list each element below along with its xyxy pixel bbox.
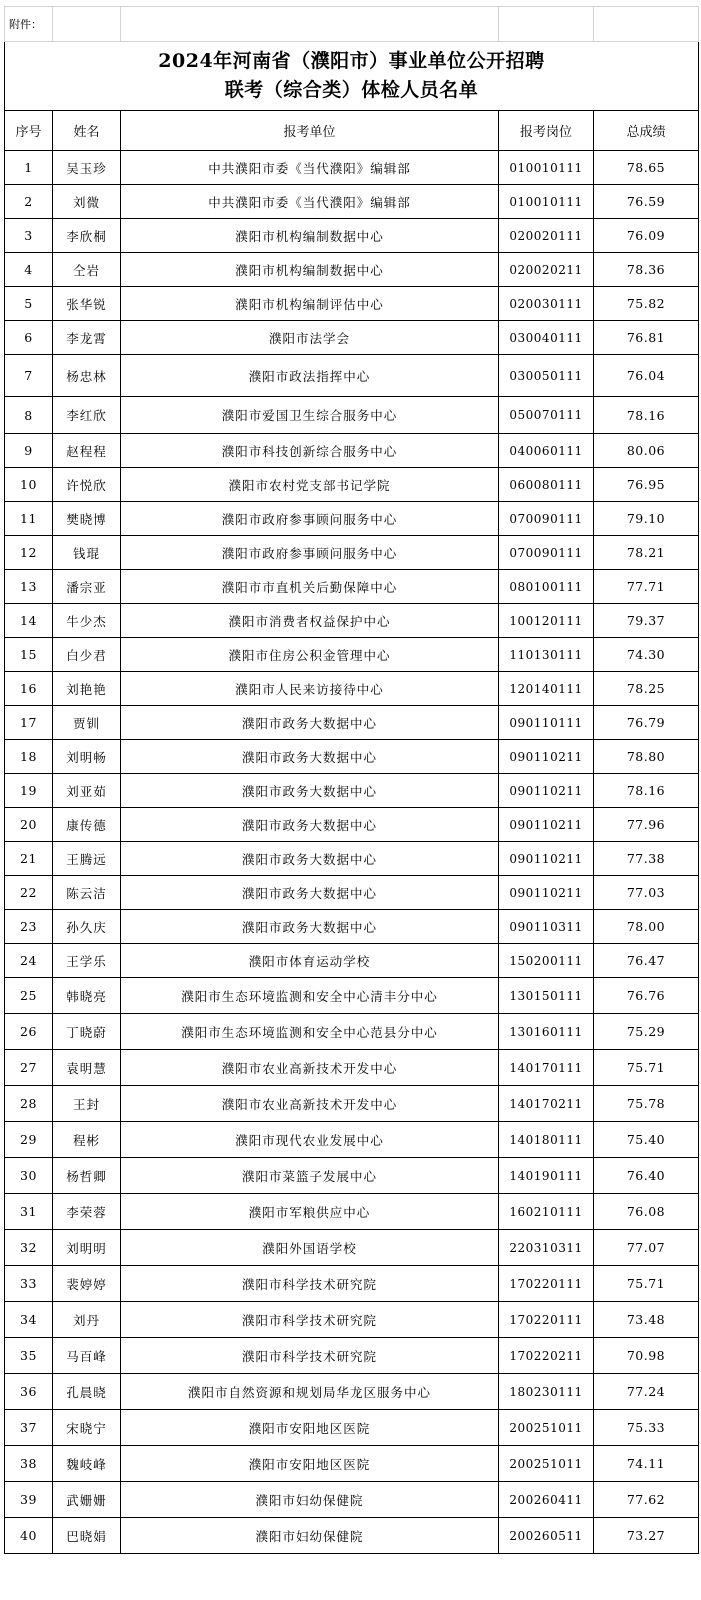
- cell-name[interactable]: 樊晓博: [53, 502, 121, 536]
- cell-score[interactable]: 73.48: [594, 1302, 699, 1338]
- cell-score[interactable]: 78.21: [594, 536, 699, 570]
- cell-post[interactable]: 140180111: [499, 1122, 594, 1158]
- cell-post[interactable]: 090110211: [499, 876, 594, 910]
- cell-no[interactable]: 32: [5, 1230, 53, 1266]
- cell-score[interactable]: 79.10: [594, 502, 699, 536]
- cell-score[interactable]: 78.16: [594, 774, 699, 808]
- table-row: [5, 1158, 699, 1194]
- cell-unit[interactable]: 濮阳市安阳地区医院: [121, 1410, 499, 1446]
- table-row: [5, 1446, 699, 1482]
- cell-unit[interactable]: 濮阳市政法指挥中心: [121, 355, 499, 397]
- table-row: [5, 1302, 699, 1338]
- cell-score[interactable]: 76.09: [594, 219, 699, 253]
- table-row: [5, 740, 699, 774]
- cell-score[interactable]: 75.82: [594, 287, 699, 321]
- column-header-score[interactable]: 总成绩: [594, 111, 699, 151]
- cell-post[interactable]: 010010111: [499, 185, 594, 219]
- cell-name[interactable]: 潘宗亚: [53, 570, 121, 604]
- cell-no[interactable]: 17: [5, 706, 53, 740]
- cell-post[interactable]: 140170111: [499, 1050, 594, 1086]
- column-header-post[interactable]: 报考岗位: [499, 111, 594, 151]
- cell-name[interactable]: 李龙霄: [53, 321, 121, 355]
- table-row: [5, 1482, 699, 1518]
- cell-name[interactable]: 魏岐峰: [53, 1446, 121, 1482]
- cell-unit[interactable]: 濮阳市爱国卫生综合服务中心: [121, 397, 499, 434]
- title-line-2: 联考（综合类）体检人员名单: [224, 79, 479, 101]
- cell-post[interactable]: 120140111: [499, 672, 594, 706]
- cell-score[interactable]: 76.81: [594, 321, 699, 355]
- cell-no[interactable]: 20: [5, 808, 53, 842]
- empty-cell[interactable]: [594, 7, 699, 42]
- cell-score[interactable]: 76.79: [594, 706, 699, 740]
- cell-post[interactable]: 020030111: [499, 287, 594, 321]
- cell-unit[interactable]: 濮阳市农村党支部书记学院: [121, 468, 499, 502]
- cell-post[interactable]: 170220111: [499, 1266, 594, 1302]
- cell-score[interactable]: 77.71: [594, 570, 699, 604]
- cell-score[interactable]: 75.29: [594, 1014, 699, 1050]
- cell-score[interactable]: 75.40: [594, 1122, 699, 1158]
- table-row: [5, 151, 699, 185]
- cell-name[interactable]: 刘明明: [53, 1230, 121, 1266]
- table-row: [5, 1266, 699, 1302]
- cell-name[interactable]: 赵程程: [53, 434, 121, 468]
- cell-no[interactable]: 39: [5, 1482, 53, 1518]
- table-row: [5, 604, 699, 638]
- table-row: [5, 434, 699, 468]
- cell-score[interactable]: 77.38: [594, 842, 699, 876]
- cell-score[interactable]: 78.80: [594, 740, 699, 774]
- table-row: [5, 1374, 699, 1410]
- column-header-name[interactable]: 姓名: [53, 111, 121, 151]
- cell-name[interactable]: 孔晨晓: [53, 1374, 121, 1410]
- cell-unit[interactable]: 濮阳市农业高新技术开发中心: [121, 1050, 499, 1086]
- cell-post[interactable]: 180230111: [499, 1374, 594, 1410]
- cell-score[interactable]: 70.98: [594, 1338, 699, 1374]
- cell-post[interactable]: 090110211: [499, 740, 594, 774]
- cell-score[interactable]: 75.71: [594, 1050, 699, 1086]
- cell-post[interactable]: 080100111: [499, 570, 594, 604]
- column-header-unit[interactable]: 报考单位: [121, 111, 499, 151]
- cell-score[interactable]: 76.47: [594, 944, 699, 978]
- cell-unit[interactable]: 濮阳市政务大数据中心: [121, 842, 499, 876]
- cell-name[interactable]: 王封: [53, 1086, 121, 1122]
- cell-no[interactable]: 24: [5, 944, 53, 978]
- cell-unit[interactable]: 濮阳市政务大数据中心: [121, 808, 499, 842]
- cell-name[interactable]: 刘丹: [53, 1302, 121, 1338]
- page-title: [5, 42, 699, 111]
- cell-no[interactable]: 34: [5, 1302, 53, 1338]
- cell-score[interactable]: 75.33: [594, 1410, 699, 1446]
- cell-post[interactable]: 170220211: [499, 1338, 594, 1374]
- cell-score[interactable]: 76.95: [594, 468, 699, 502]
- cell-score[interactable]: 78.25: [594, 672, 699, 706]
- cell-post[interactable]: 150200111: [499, 944, 594, 978]
- cell-no[interactable]: 29: [5, 1122, 53, 1158]
- table-row: [5, 1230, 699, 1266]
- cell-no[interactable]: 11: [5, 502, 53, 536]
- cell-score[interactable]: 76.59: [594, 185, 699, 219]
- cell-name[interactable]: 吴玉珍: [53, 151, 121, 185]
- cell-post[interactable]: 170220111: [499, 1302, 594, 1338]
- cell-no[interactable]: 2: [5, 185, 53, 219]
- cell-no[interactable]: 27: [5, 1050, 53, 1086]
- attachment-row: [5, 7, 699, 42]
- cell-name[interactable]: 仝岩: [53, 253, 121, 287]
- cell-name[interactable]: 刘明畅: [53, 740, 121, 774]
- cell-unit[interactable]: 濮阳市消费者权益保护中心: [121, 604, 499, 638]
- table-row: [5, 355, 699, 397]
- cell-name[interactable]: 裴婷婷: [53, 1266, 121, 1302]
- cell-name[interactable]: 牛少杰: [53, 604, 121, 638]
- cell-no[interactable]: 9: [5, 434, 53, 468]
- cell-unit[interactable]: 濮阳市妇幼保健院: [121, 1482, 499, 1518]
- cell-post[interactable]: 030050111: [499, 355, 594, 397]
- cell-name[interactable]: 程彬: [53, 1122, 121, 1158]
- cell-unit[interactable]: 濮阳市政府参事顾问服务中心: [121, 502, 499, 536]
- cell-post[interactable]: 130150111: [499, 978, 594, 1014]
- cell-name[interactable]: 王学乐: [53, 944, 121, 978]
- empty-cell[interactable]: [53, 7, 121, 42]
- cell-no[interactable]: 31: [5, 1194, 53, 1230]
- cell-name[interactable]: 马百峰: [53, 1338, 121, 1374]
- cell-no[interactable]: 33: [5, 1266, 53, 1302]
- cell-post[interactable]: 130160111: [499, 1014, 594, 1050]
- table-row: [5, 536, 699, 570]
- table-row: [5, 397, 699, 434]
- cell-name[interactable]: 白少君: [53, 638, 121, 672]
- table-row: [5, 253, 699, 287]
- cell-no[interactable]: 13: [5, 570, 53, 604]
- cell-unit[interactable]: 濮阳市住房公积金管理中心: [121, 638, 499, 672]
- cell-unit[interactable]: 濮阳市机构编制数据中心: [121, 253, 499, 287]
- cell-no[interactable]: 22: [5, 876, 53, 910]
- cell-no[interactable]: 7: [5, 355, 53, 397]
- cell-post[interactable]: 040060111: [499, 434, 594, 468]
- cell-unit[interactable]: 濮阳市体育运动学校: [121, 944, 499, 978]
- cell-no[interactable]: 3: [5, 219, 53, 253]
- cell-score[interactable]: 78.16: [594, 397, 699, 434]
- cell-post[interactable]: 010010111: [499, 151, 594, 185]
- cell-name[interactable]: 刘艳艳: [53, 672, 121, 706]
- table-row: [5, 638, 699, 672]
- cell-no[interactable]: 12: [5, 536, 53, 570]
- cell-post[interactable]: 220310311: [499, 1230, 594, 1266]
- table-row: [5, 876, 699, 910]
- cell-unit[interactable]: 濮阳市妇幼保健院: [121, 1518, 499, 1554]
- cell-unit[interactable]: 濮阳市科技创新综合服务中心: [121, 434, 499, 468]
- cell-post[interactable]: 200260411: [499, 1482, 594, 1518]
- candidate-table: [4, 6, 699, 1554]
- cell-score[interactable]: 75.71: [594, 1266, 699, 1302]
- cell-post[interactable]: 140190111: [499, 1158, 594, 1194]
- cell-name[interactable]: 钱琨: [53, 536, 121, 570]
- cell-unit[interactable]: 濮阳市军粮供应中心: [121, 1194, 499, 1230]
- cell-name[interactable]: 张华锐: [53, 287, 121, 321]
- cell-no[interactable]: 30: [5, 1158, 53, 1194]
- cell-name[interactable]: 李荣蓉: [53, 1194, 121, 1230]
- title-row: [5, 42, 699, 111]
- cell-unit[interactable]: 濮阳市法学会: [121, 321, 499, 355]
- table-row: [5, 910, 699, 944]
- table-row: [5, 1410, 699, 1446]
- cell-score[interactable]: 76.40: [594, 1158, 699, 1194]
- cell-score[interactable]: 77.07: [594, 1230, 699, 1266]
- cell-unit[interactable]: 濮阳市科学技术研究院: [121, 1338, 499, 1374]
- cell-unit[interactable]: 濮阳外国语学校: [121, 1230, 499, 1266]
- cell-unit[interactable]: 濮阳市市直机关后勤保障中心: [121, 570, 499, 604]
- empty-cell[interactable]: [499, 7, 594, 42]
- cell-post[interactable]: 070090111: [499, 536, 594, 570]
- cell-name[interactable]: 孙久庆: [53, 910, 121, 944]
- cell-unit[interactable]: 濮阳市政务大数据中心: [121, 774, 499, 808]
- cell-unit[interactable]: 濮阳市政务大数据中心: [121, 706, 499, 740]
- cell-name[interactable]: 杨哲卿: [53, 1158, 121, 1194]
- cell-name[interactable]: 杨忠林: [53, 355, 121, 397]
- empty-cell[interactable]: [121, 7, 499, 42]
- table-row: [5, 468, 699, 502]
- table-row: [5, 706, 699, 740]
- cell-post[interactable]: 060080111: [499, 468, 594, 502]
- cell-score[interactable]: 73.27: [594, 1518, 699, 1554]
- cell-name[interactable]: 巴晓娟: [53, 1518, 121, 1554]
- table-row: [5, 774, 699, 808]
- title-line-1: 2024年河南省（濮阳市）事业单位公开招聘: [158, 50, 545, 72]
- cell-unit[interactable]: 濮阳市机构编制数据中心: [121, 219, 499, 253]
- cell-score[interactable]: 79.37: [594, 604, 699, 638]
- cell-name[interactable]: 韩晓亮: [53, 978, 121, 1014]
- cell-post[interactable]: 090110211: [499, 774, 594, 808]
- cell-name[interactable]: 王腾远: [53, 842, 121, 876]
- table-row: [5, 944, 699, 978]
- cell-unit[interactable]: 濮阳市自然资源和规划局华龙区服务中心: [121, 1374, 499, 1410]
- cell-score[interactable]: 76.76: [594, 978, 699, 1014]
- cell-unit[interactable]: 濮阳市菜篮子发展中心: [121, 1158, 499, 1194]
- cell-no[interactable]: 8: [5, 397, 53, 434]
- column-header-no[interactable]: 序号: [5, 111, 53, 151]
- table-row: [5, 842, 699, 876]
- table-row: [5, 321, 699, 355]
- cell-score[interactable]: 75.78: [594, 1086, 699, 1122]
- cell-unit[interactable]: 濮阳市政府参事顾问服务中心: [121, 536, 499, 570]
- cell-score[interactable]: 74.30: [594, 638, 699, 672]
- cell-no[interactable]: 1: [5, 151, 53, 185]
- cell-name[interactable]: 贾钏: [53, 706, 121, 740]
- cell-post[interactable]: 020020111: [499, 219, 594, 253]
- cell-no[interactable]: 5: [5, 287, 53, 321]
- table-row: [5, 808, 699, 842]
- cell-no[interactable]: 21: [5, 842, 53, 876]
- cell-post[interactable]: 090110311: [499, 910, 594, 944]
- cell-post[interactable]: 160210111: [499, 1194, 594, 1230]
- cell-name[interactable]: 刘微: [53, 185, 121, 219]
- cell-no[interactable]: 4: [5, 253, 53, 287]
- cell-no[interactable]: 18: [5, 740, 53, 774]
- cell-unit[interactable]: 濮阳市科学技术研究院: [121, 1266, 499, 1302]
- table-row: [5, 672, 699, 706]
- table-row: [5, 502, 699, 536]
- table-row: [5, 287, 699, 321]
- cell-score[interactable]: 77.03: [594, 876, 699, 910]
- cell-post[interactable]: 140170211: [499, 1086, 594, 1122]
- cell-post[interactable]: 050070111: [499, 397, 594, 434]
- table-row: [5, 1338, 699, 1374]
- cell-unit[interactable]: 濮阳市政务大数据中心: [121, 910, 499, 944]
- cell-name[interactable]: 丁晓蔚: [53, 1014, 121, 1050]
- cell-no[interactable]: 25: [5, 978, 53, 1014]
- cell-unit[interactable]: 濮阳市生态环境监测和安全中心清丰分中心: [121, 978, 499, 1014]
- cell-name[interactable]: 武姗姗: [53, 1482, 121, 1518]
- table-row: [5, 1014, 699, 1050]
- table-row: [5, 1050, 699, 1086]
- cell-unit[interactable]: 濮阳市安阳地区医院: [121, 1446, 499, 1482]
- cell-name[interactable]: 宋晓宁: [53, 1410, 121, 1446]
- cell-score[interactable]: 74.11: [594, 1446, 699, 1482]
- table-row: [5, 978, 699, 1014]
- table-row: [5, 1194, 699, 1230]
- table-row: [5, 570, 699, 604]
- cell-name[interactable]: 袁明慧: [53, 1050, 121, 1086]
- cell-no[interactable]: 37: [5, 1410, 53, 1446]
- cell-unit[interactable]: 濮阳市科学技术研究院: [121, 1302, 499, 1338]
- cell-name[interactable]: 刘亚茹: [53, 774, 121, 808]
- cell-no[interactable]: 36: [5, 1374, 53, 1410]
- cell-name[interactable]: 陈云洁: [53, 876, 121, 910]
- cell-name[interactable]: 许悦欣: [53, 468, 121, 502]
- cell-score[interactable]: 76.08: [594, 1194, 699, 1230]
- cell-no[interactable]: 26: [5, 1014, 53, 1050]
- cell-unit[interactable]: 中共濮阳市委《当代濮阳》编辑部: [121, 151, 499, 185]
- cell-unit[interactable]: 濮阳市政务大数据中心: [121, 876, 499, 910]
- header-row: [5, 111, 699, 151]
- cell-post[interactable]: 090110211: [499, 808, 594, 842]
- cell-no[interactable]: 10: [5, 468, 53, 502]
- cell-post[interactable]: 110130111: [499, 638, 594, 672]
- cell-unit[interactable]: 濮阳市农业高新技术开发中心: [121, 1086, 499, 1122]
- cell-name[interactable]: 李欣桐: [53, 219, 121, 253]
- cell-name[interactable]: 康传德: [53, 808, 121, 842]
- table-row: [5, 219, 699, 253]
- cell-score[interactable]: 78.36: [594, 253, 699, 287]
- cell-no[interactable]: 19: [5, 774, 53, 808]
- cell-post[interactable]: 200251011: [499, 1446, 594, 1482]
- cell-no[interactable]: 28: [5, 1086, 53, 1122]
- cell-name[interactable]: 李红欣: [53, 397, 121, 434]
- cell-post[interactable]: 070090111: [499, 502, 594, 536]
- cell-post[interactable]: 020020211: [499, 253, 594, 287]
- cell-post[interactable]: 200251011: [499, 1410, 594, 1446]
- cell-unit[interactable]: 濮阳市生态环境监测和安全中心范县分中心: [121, 1014, 499, 1050]
- cell-no[interactable]: 15: [5, 638, 53, 672]
- cell-unit[interactable]: 濮阳市现代农业发展中心: [121, 1122, 499, 1158]
- cell-no[interactable]: 23: [5, 910, 53, 944]
- cell-score[interactable]: 78.00: [594, 910, 699, 944]
- cell-no[interactable]: 6: [5, 321, 53, 355]
- cell-post[interactable]: 090110211: [499, 842, 594, 876]
- cell-score[interactable]: 80.06: [594, 434, 699, 468]
- cell-post[interactable]: 100120111: [499, 604, 594, 638]
- cell-score[interactable]: 77.62: [594, 1482, 699, 1518]
- cell-unit[interactable]: 濮阳市机构编制评估中心: [121, 287, 499, 321]
- cell-no[interactable]: 14: [5, 604, 53, 638]
- cell-unit[interactable]: 濮阳市人民来访接待中心: [121, 672, 499, 706]
- cell-score[interactable]: 77.24: [594, 1374, 699, 1410]
- cell-post[interactable]: 030040111: [499, 321, 594, 355]
- table-row: [5, 1518, 699, 1554]
- table-row: [5, 1122, 699, 1158]
- cell-no[interactable]: 16: [5, 672, 53, 706]
- table-row: [5, 1086, 699, 1122]
- cell-no[interactable]: 35: [5, 1338, 53, 1374]
- cell-score[interactable]: 77.96: [594, 808, 699, 842]
- cell-post[interactable]: 090110111: [499, 706, 594, 740]
- cell-score[interactable]: 76.04: [594, 355, 699, 397]
- cell-score[interactable]: 78.65: [594, 151, 699, 185]
- cell-no[interactable]: 40: [5, 1518, 53, 1554]
- cell-no[interactable]: 38: [5, 1446, 53, 1482]
- attachment-label: 附件：: [5, 7, 53, 42]
- cell-unit[interactable]: 濮阳市政务大数据中心: [121, 740, 499, 774]
- table-row: [5, 185, 699, 219]
- cell-unit[interactable]: 中共濮阳市委《当代濮阳》编辑部: [121, 185, 499, 219]
- cell-post[interactable]: 200260511: [499, 1518, 594, 1554]
